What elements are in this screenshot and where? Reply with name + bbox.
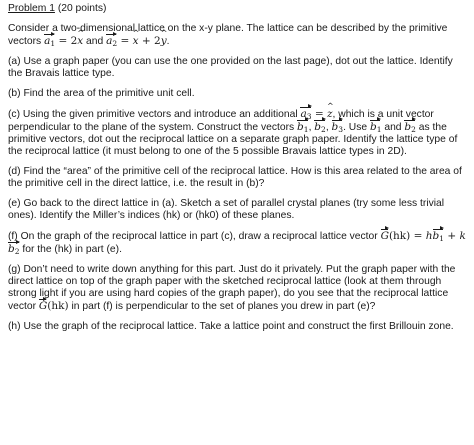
- vector-b1-f: $b_1$: [432, 229, 445, 243]
- a3-equals: =: [311, 107, 327, 120]
- a1-value: = 2: [55, 35, 78, 48]
- problem-title: Problem 1: [8, 3, 55, 14]
- problem-heading: [8, 3, 466, 15]
- vector-b2-f: $b_2$: [8, 243, 20, 257]
- vector-b1: $b_1$: [297, 120, 309, 134]
- part-c-use: . Use: [343, 121, 370, 133]
- G-equals: =: [410, 229, 426, 242]
- vector-G: G: [380, 229, 389, 242]
- problem-intro: [8, 23, 466, 48]
- vector-a3: $a_3$: [300, 107, 312, 121]
- G-plus: +: [444, 229, 460, 242]
- unit-vector-x-2: ^ x: [133, 35, 139, 47]
- unit-vector-y: ^ y: [161, 35, 167, 47]
- vector-G-g: G: [38, 300, 48, 313]
- part-g-text-2: in part (f) is perpendicular to the set of planes you drew in part (e)?: [68, 301, 376, 313]
- part-c-text-2: , which is a unit vector perpendicular to the plane of the system. Construct the vectors: [8, 108, 434, 133]
- vector-a2: $a_2$: [106, 35, 118, 49]
- part-b: (b) Find the area of the primitive unit cell.: [8, 88, 195, 100]
- unit-vector-x: ^ x: [77, 35, 83, 47]
- part-e: (e) Go back to the direct lattice in (a). Sketch a set of parallel crystal planes (try some less trivial ones). Identify the Miller’s indices (hk) or (hk0) of these planes.: [8, 197, 445, 222]
- comma-1: ,: [308, 121, 315, 133]
- part-a: (a) Use a graph paper (you can use the one provided on the last page), dot out the lattice. Identify the Bravais lattice type.: [8, 56, 453, 80]
- part-c: [8, 108, 466, 159]
- G-argument: (hk): [388, 229, 411, 242]
- vector-b3: $b_3$: [331, 120, 344, 134]
- unit-vector-z: ^ z: [327, 108, 333, 120]
- a2-equals: =: [117, 35, 133, 48]
- intro-end: .: [166, 36, 170, 48]
- part-f: [8, 230, 466, 256]
- comma-2: ,: [325, 121, 332, 133]
- vector-b1-use: $b_1$: [369, 120, 382, 134]
- G-argument-g: (hk): [47, 300, 69, 313]
- part-c-and: and: [381, 121, 405, 133]
- part-g-text-1: (g) Don’t need to write down anything for this part. Just do it privately. Put the graph paper with the direct lattice on top of the graph paper with the sketched reciprocal lattice (look at them through strong light if you are using hard copies of the graph paper), do you see that the reciprocal lattice vector: [8, 263, 456, 313]
- intro-and: and: [83, 36, 107, 48]
- part-c-text-3: as the primitive vectors, dot out the reciprocal lattice on a separate graph paper. Identify the lattice type of the reciprocal lattice (it must belong to one of the 5 possible Bravais lattice types in 2D).: [8, 121, 458, 158]
- part-h: (h) Use the graph of the reciprocal lattice. Take a lattice point and construct the first Brillouin zone.: [8, 321, 454, 333]
- intro-text: Consider a two-dimensional lattice on the x-y plane. The lattice can be described by the primitive vectors: [8, 23, 448, 48]
- part-c-text-1: (c) Using the given primitive vectors and introduce an additional: [8, 108, 301, 120]
- part-f-text-1: (f) On the graph of the reciprocal lattice in part (c), draw a reciprocal lattice vector: [8, 230, 381, 242]
- part-f-text-2: for the (hk) in part (e).: [19, 244, 122, 256]
- part-g: [8, 264, 466, 314]
- vector-b2: $b_2$: [314, 120, 326, 134]
- coef-k: k: [459, 229, 466, 242]
- coef-h: h: [425, 229, 433, 242]
- part-d: (d) Find the “area” of the primitive cell of the reciprocal lattice. How is this area related to the area of the primitive cell in the direct lattice, i.e. the result in (b)?: [8, 166, 462, 190]
- problem-points: (20 points): [57, 3, 107, 14]
- a2-plus: + 2: [138, 35, 161, 48]
- vector-b2-use: $b_2$: [404, 120, 416, 134]
- vector-a1: $a_1$: [44, 35, 56, 49]
